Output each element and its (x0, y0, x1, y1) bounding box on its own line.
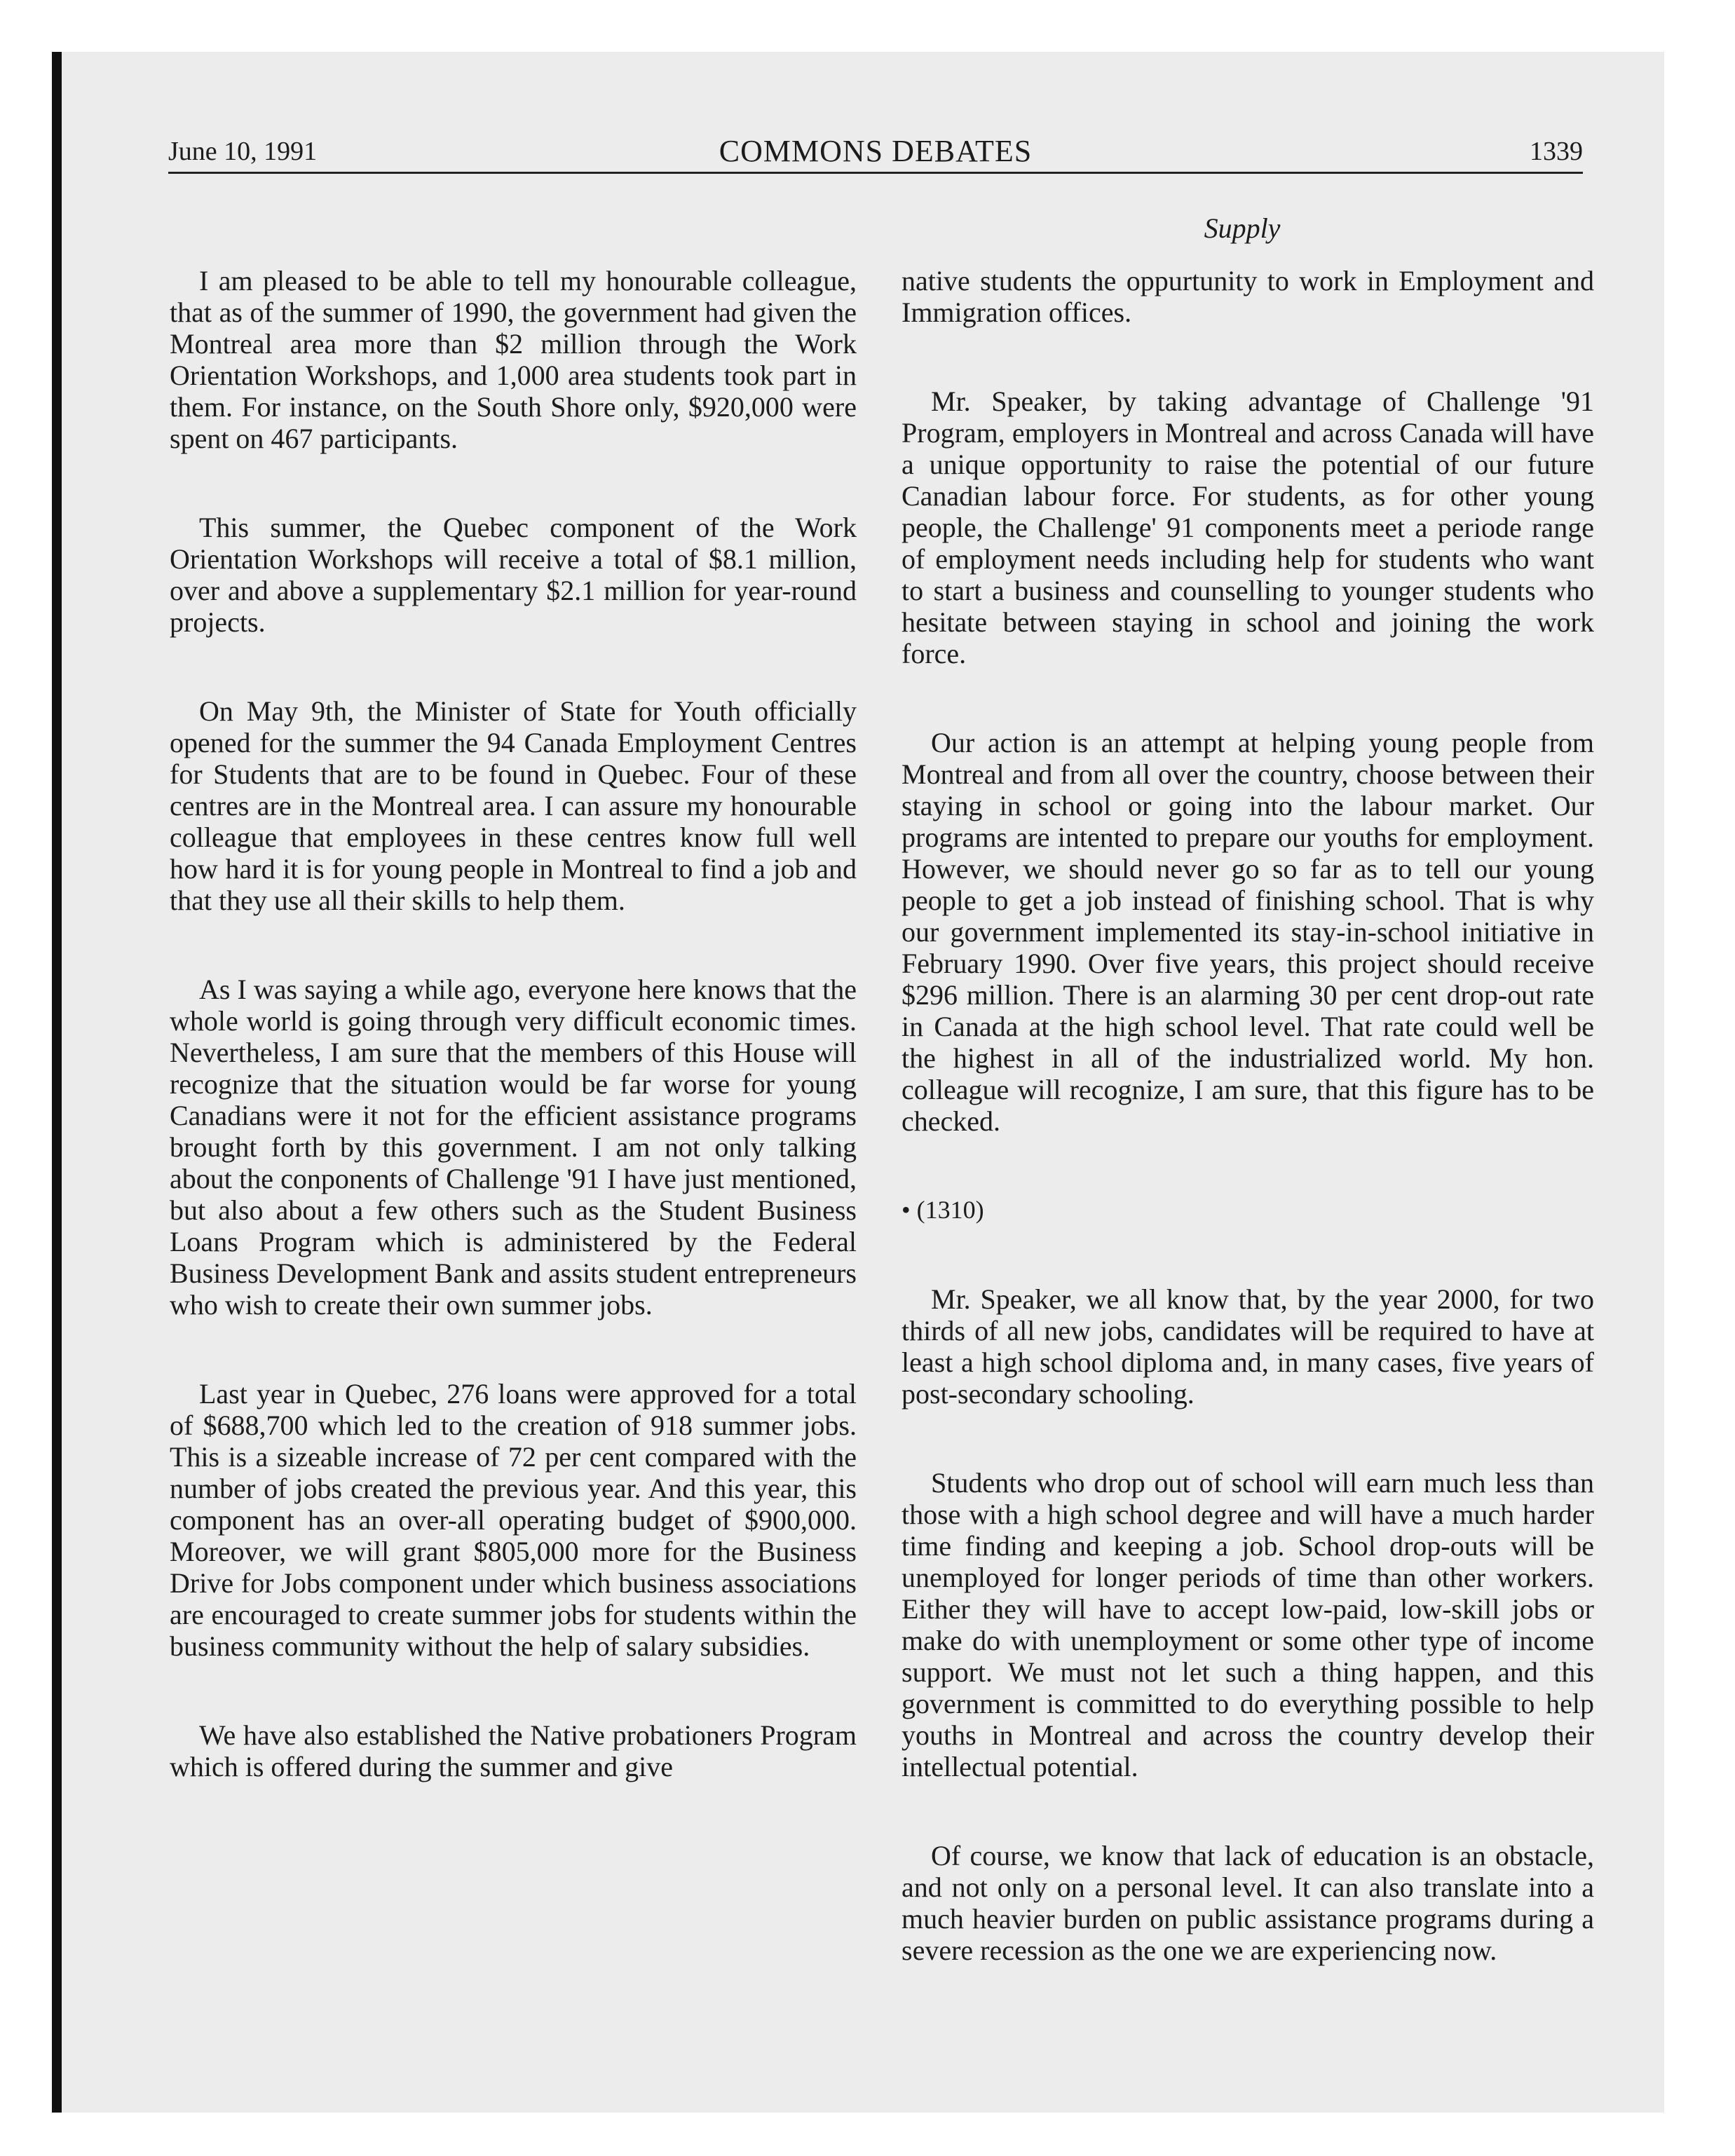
scan-edge-bar (52, 52, 62, 2113)
paragraph: This summer, the Quebec component of the Work Orientation Workshops will receive a total of $8.1 million, over and above a supplementary $2.1 million for year-round projects. (170, 512, 857, 638)
left-column (170, 265, 857, 1840)
page-number: 1339 (1530, 137, 1583, 166)
paragraph: Of course, we know that lack of education is an obstacle, and not only on a personal level. It can also translate into a much heavier burden on public assistance programs during a severe recession as the one we are experiencing now. (901, 1840, 1594, 1966)
paragraph: native students the oppurtunity to work in Employment and Immigration offices. (901, 265, 1594, 328)
paragraph: Last year in Quebec, 276 loans were approved for a total of $688,700 which led to the creation of 918 summer jobs. This is a sizeable increase of 72 per cent compared with the number of jobs created the previous year. And this year, this component has an over-all operating budget of $900,000. Moreover, we will grant $805,000 more for the Business Drive for Jobs component under which business associations are encouraged to create summer jobs for students within the business community without the help of salary subsidies. (170, 1378, 857, 1662)
header-rule (168, 172, 1583, 174)
time-marker: • (1310) (901, 1196, 984, 1224)
paragraph: Students who drop out of school will earn much less than those with a high school degree and will have a much harder time finding and keeping a job. School drop-outs will be unemployed for longer periods of time than other workers. Either they will have to accept low-paid, low-skill jobs or make do with unemployment or some other type of income support. We must not let such a thing happen, and this government is committed to do everything possible to help youths in Montreal and across the country develop their intellectual potential. (901, 1467, 1594, 1782)
paragraph: We have also established the Native probationers Program which is offered during the summer and give (170, 1719, 857, 1782)
paragraph: As I was saying a while ago, everyone here knows that the whole world is going through very difficult economic times. Nevertheless, I am sure that the members of this House will recognize that the situation would be far worse for young Canadians were it not for the efficient assistance programs brought forth by this government. I am not only talking about the conponents of Challenge '91 I have just mentioned, but also about a few others such as the Student Business Loans Program which is administered by the Federal Business Development Bank and assits student entrepreneurs who wish to create their own summer jobs. (170, 974, 857, 1321)
paragraph: Our action is an attempt at helping young people from Montreal and from all over the country, choose between their staying in school or going into the labour market. Our programs are intented to prepare our youths for employment. However, we should never go so far as to tell our young people to get a job instead of finishing school. That is why our government implemented its stay-in-school initiative in February 1990. Over five years, this project should receive $296 million. There is an alarming 30 per cent drop-out rate in Canada at the high school level. That rate could well be the highest in all of the industrialized world. My hon. colleague will recognize, I am sure, that this figure has to be checked. (901, 727, 1594, 1137)
paragraph: Mr. Speaker, we all know that, by the year 2000, for two thirds of all new jobs, candidates will be required to have at least a high school diploma and, in many cases, five years of post-secondary schooling. (901, 1283, 1594, 1410)
right-column (901, 265, 1594, 2024)
paragraph: Mr. Speaker, by taking advantage of Challenge '91 Program, employers in Montreal and across Canada will have a unique opportunity to raise the potential of our future Canadian labour force. For students, as for other young people, the Challenge' 91 components meet a periode range of employment needs including help for students who want to start a business and counselling to younger students who hesitate between staying in school and joining the work force. (901, 386, 1594, 669)
header-title: COMMONS DEBATES (719, 134, 1033, 168)
paragraph: On May 9th, the Minister of State for Youth officially opened for the summer the 94 Canada Employment Centres for Students that are to be found in Quebec. Four of these centres are in the Montreal area. I can assure my honourable colleague that employees in these centres know full well how hard it is for young people in Montreal to find a job and that they use all their skills to help them. (170, 695, 857, 916)
paragraph: I am pleased to be able to tell my honourable colleague, that as of the summer of 1990, the government had given the Montreal area more than $2 million through the Work Orientation Workshops, and 1,000 area students took part in them. For instance, on the South Shore only, $920,000 were spent on 467 participants. (170, 265, 857, 454)
header-date: June 10, 1991 (168, 137, 318, 166)
section-title: Supply (1204, 212, 1281, 244)
page-header (168, 130, 1583, 172)
